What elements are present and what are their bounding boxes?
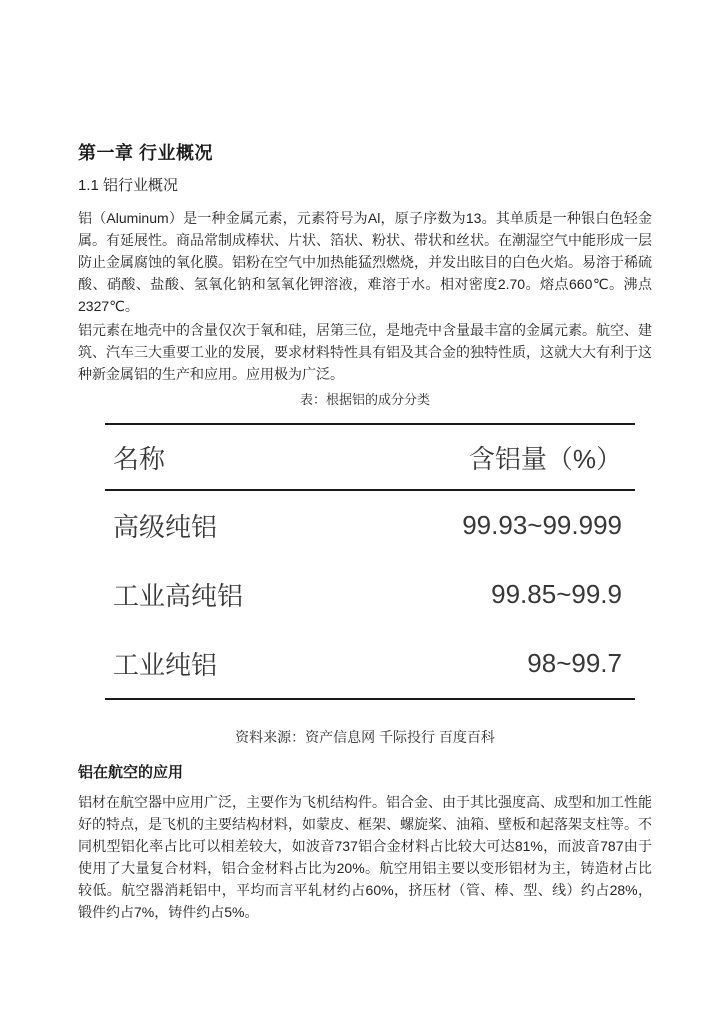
table-header-row — [105, 425, 635, 491]
table-cell-name: 工业高纯铝 — [113, 581, 244, 611]
table-row — [105, 491, 635, 560]
source-note: 资料来源：资产信息网 千际投行 百度百科 — [235, 729, 495, 745]
subsection-heading: 铝在航空的应用 — [78, 764, 184, 781]
table-header-name: 名称 — [113, 443, 166, 474]
composition-table — [105, 423, 635, 700]
table-row — [105, 629, 635, 698]
table-cell-name: 高级纯铝 — [113, 512, 218, 542]
table-cell-value: 99.93~99.999 — [462, 510, 622, 540]
table-row — [105, 560, 635, 629]
section-heading: 1.1 铝行业概况 — [78, 177, 179, 194]
table-cell-value: 99.85~99.9 — [491, 579, 622, 609]
paragraph-aviation: 铝材在航空器中应用广泛，主要作为飞机结构件。铝合金、由于其比强度高、成型和加工性能好的特点，是飞机的主要结构材料，如蒙皮、框架、螺旋桨、油箱、壁板和起落架支柱等。不同机型铝化率占比可以相差较大，如波音737铝合金材料占比较大可达81%，而波音787由于使用了大量复合材料，铝合金材料占比为20%。航空用铝主要以变形铝材为主，铸造材占比较低。航空器消耗铝中，平均而言平轧材约占60%，挤压材（管、棒、型、线）约占28%，锻件约占7%，铸件约占5%。 — [78, 794, 652, 920]
table-cell-value: 98~99.7 — [527, 648, 622, 678]
paragraph-aluminum-intro: 铝（Aluminum）是一种金属元素，元素符号为Al，原子序数为13。其单质是一种银白色轻金属。有延展性。商品常制成棒状、片状、箔状、粉状、带状和丝状。在潮湿空气中能形成一层防止金属腐蚀的氧化膜。铝粉在空气中加热能猛烈燃烧，并发出眩目的白色火焰。易溶于稀硫酸、硝酸、盐酸、氢氧化钠和氢氧化钾溶液，难溶于水。相对密度2.70。熔点660℃。沸点2327℃。 — [78, 210, 652, 314]
table-cell-name: 工业纯铝 — [113, 650, 218, 680]
table-caption: 表：根据铝的成分分类 — [299, 392, 430, 407]
table-header-aluminum-content: 含铝量（%） — [468, 443, 622, 474]
paragraph-crust-abundance: 铝元素在地壳中的含量仅次于氧和硅，居第三位，是地壳中含量最丰富的金属元素。航空、建筑、汽车三大重要工业的发展，要求材料特性具有铝及其合金的独特性质，这就大大有利于这种新金属铝的生产和应用。应用极为广泛。 — [78, 322, 652, 382]
chapter-heading: 第一章 行业概况 — [78, 143, 214, 163]
